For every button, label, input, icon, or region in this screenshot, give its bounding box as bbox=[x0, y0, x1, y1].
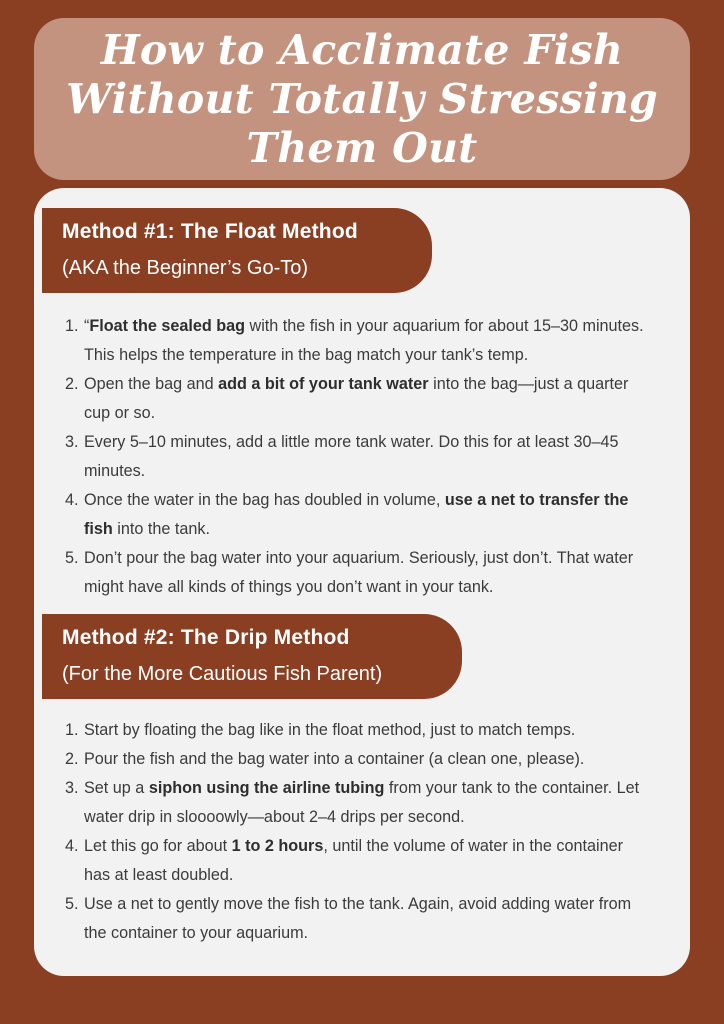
content-card bbox=[34, 188, 690, 976]
method-2-steps bbox=[34, 716, 644, 948]
step-number: 1. bbox=[65, 721, 79, 739]
step-text: , until the volume of water in the container has at least doubled. bbox=[84, 837, 623, 884]
list-item bbox=[65, 370, 644, 428]
step-number: 5. bbox=[65, 549, 79, 567]
list-item bbox=[65, 312, 644, 370]
list-item bbox=[65, 890, 644, 948]
step-number: 3. bbox=[65, 433, 79, 451]
list-item bbox=[65, 745, 644, 774]
list-item bbox=[65, 544, 644, 602]
list-item bbox=[65, 428, 644, 486]
step-text: “ bbox=[84, 317, 90, 335]
step-text: with the fish in your aquarium for about 15–30 minutes. This helps the temperature in the bag match your tank’s temp. bbox=[84, 317, 644, 364]
step-emphasis: siphon using the airline tubing bbox=[148, 779, 385, 797]
list-item bbox=[65, 716, 644, 745]
step-text: into the tank. bbox=[112, 520, 210, 538]
page-title: How to Acclimate Fish Without Totally Stressing Them Out bbox=[66, 25, 658, 172]
step-emphasis: add a bit of your tank water bbox=[218, 375, 429, 393]
step-text: Once the water in the bag has doubled in volume, bbox=[84, 491, 445, 509]
step-emphasis: use a net to transfer the fish bbox=[84, 491, 629, 538]
step-number: 5. bbox=[65, 895, 79, 913]
step-text: Pour the fish and the bag water into a container (a clean one, please). bbox=[84, 750, 585, 768]
method-1-header bbox=[42, 208, 432, 293]
step-text: Don’t pour the bag water into your aquarium. Seriously, just don’t. That water might have all kinds of things you don’t want in your tank. bbox=[84, 549, 634, 596]
step-emphasis: 1 to 2 hours bbox=[231, 837, 324, 855]
list-item bbox=[65, 832, 644, 890]
method-2-header bbox=[42, 614, 462, 699]
step-text: Set up a bbox=[84, 779, 149, 797]
step-number: 3. bbox=[65, 779, 79, 797]
list-item bbox=[65, 486, 644, 544]
step-emphasis: Float the sealed bag bbox=[89, 317, 246, 335]
method-2-heading: Method #2: The Drip Method bbox=[62, 626, 350, 649]
method-1-steps bbox=[34, 312, 644, 602]
step-number: 4. bbox=[65, 837, 79, 855]
step-text: from your tank to the container. Let water drip in sloooowly—about 2–4 drips per second. bbox=[84, 779, 640, 826]
step-text: Start by floating the bag like in the float method, just to match temps. bbox=[84, 721, 576, 739]
step-text: Open the bag and bbox=[84, 375, 219, 393]
step-number: 2. bbox=[65, 375, 79, 393]
step-text: Let this go for about bbox=[84, 837, 232, 855]
method-2-subheading: (For the More Cautious Fish Parent) bbox=[62, 663, 383, 685]
step-number: 4. bbox=[65, 491, 79, 509]
step-number: 2. bbox=[65, 750, 79, 768]
list-item bbox=[65, 774, 644, 832]
step-text: Every 5–10 minutes, add a little more tank water. Do this for at least 30–45 minutes. bbox=[84, 433, 619, 480]
method-1-heading: Method #1: The Float Method bbox=[62, 220, 358, 243]
method-1-subheading: (AKA the Beginner’s Go-To) bbox=[62, 257, 309, 279]
title-banner bbox=[34, 18, 690, 180]
step-text: Use a net to gently move the fish to the tank. Again, avoid adding water from the container to your aquarium. bbox=[84, 895, 632, 942]
step-text: into the bag—just a quarter cup or so. bbox=[84, 375, 629, 422]
step-number: 1. bbox=[65, 317, 79, 335]
